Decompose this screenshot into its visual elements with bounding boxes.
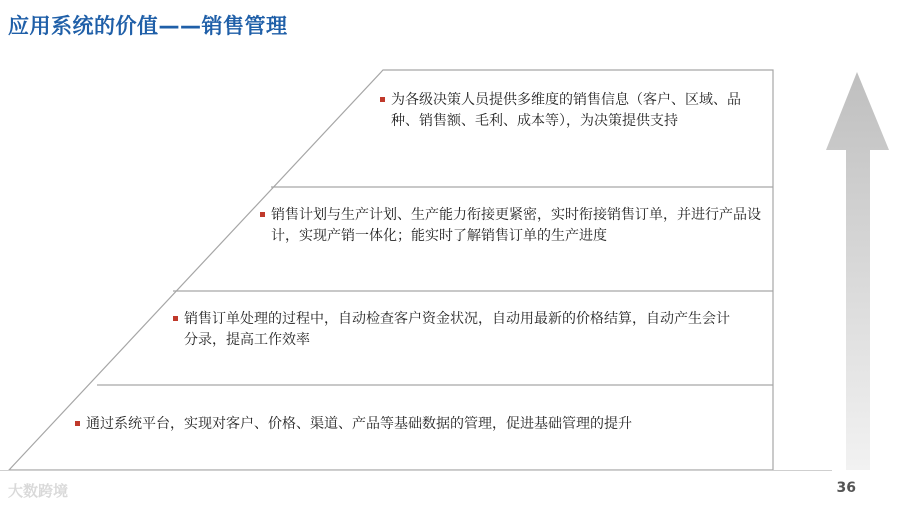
page-title: 应用系统的价值——销售管理 — [8, 14, 288, 38]
pyramid-level-2: 销售计划与生产计划、生产能力衔接更紧密，实时衔接销售订单，并进行产品设计，实现产销一体化；能实时了解销售订单的生产进度 — [260, 205, 763, 247]
footer-divider — [0, 470, 832, 471]
up-arrow-icon — [826, 72, 889, 470]
page-number: 36 — [836, 480, 856, 496]
bullet-icon — [173, 316, 178, 321]
bullet-icon — [380, 97, 385, 102]
watermark-logo: 大数跨境 — [8, 482, 69, 500]
pyramid-level-4: 通过系统平台，实现对客户、价格、渠道、产品等基础数据的管理，促进基础管理的提升 — [75, 414, 765, 435]
bullet-icon — [260, 212, 265, 217]
bullet-icon — [75, 421, 80, 426]
pyramid-level-1: 为各级决策人员提供多维度的销售信息（客户、区域、品种、销售额、毛利、成本等），为决策提供支持 — [380, 90, 758, 132]
pyramid-level-3: 销售订单处理的过程中，自动检查客户资金状况，自动用最新的价格结算，自动产生会计分录，提高工作效率 — [173, 309, 733, 351]
